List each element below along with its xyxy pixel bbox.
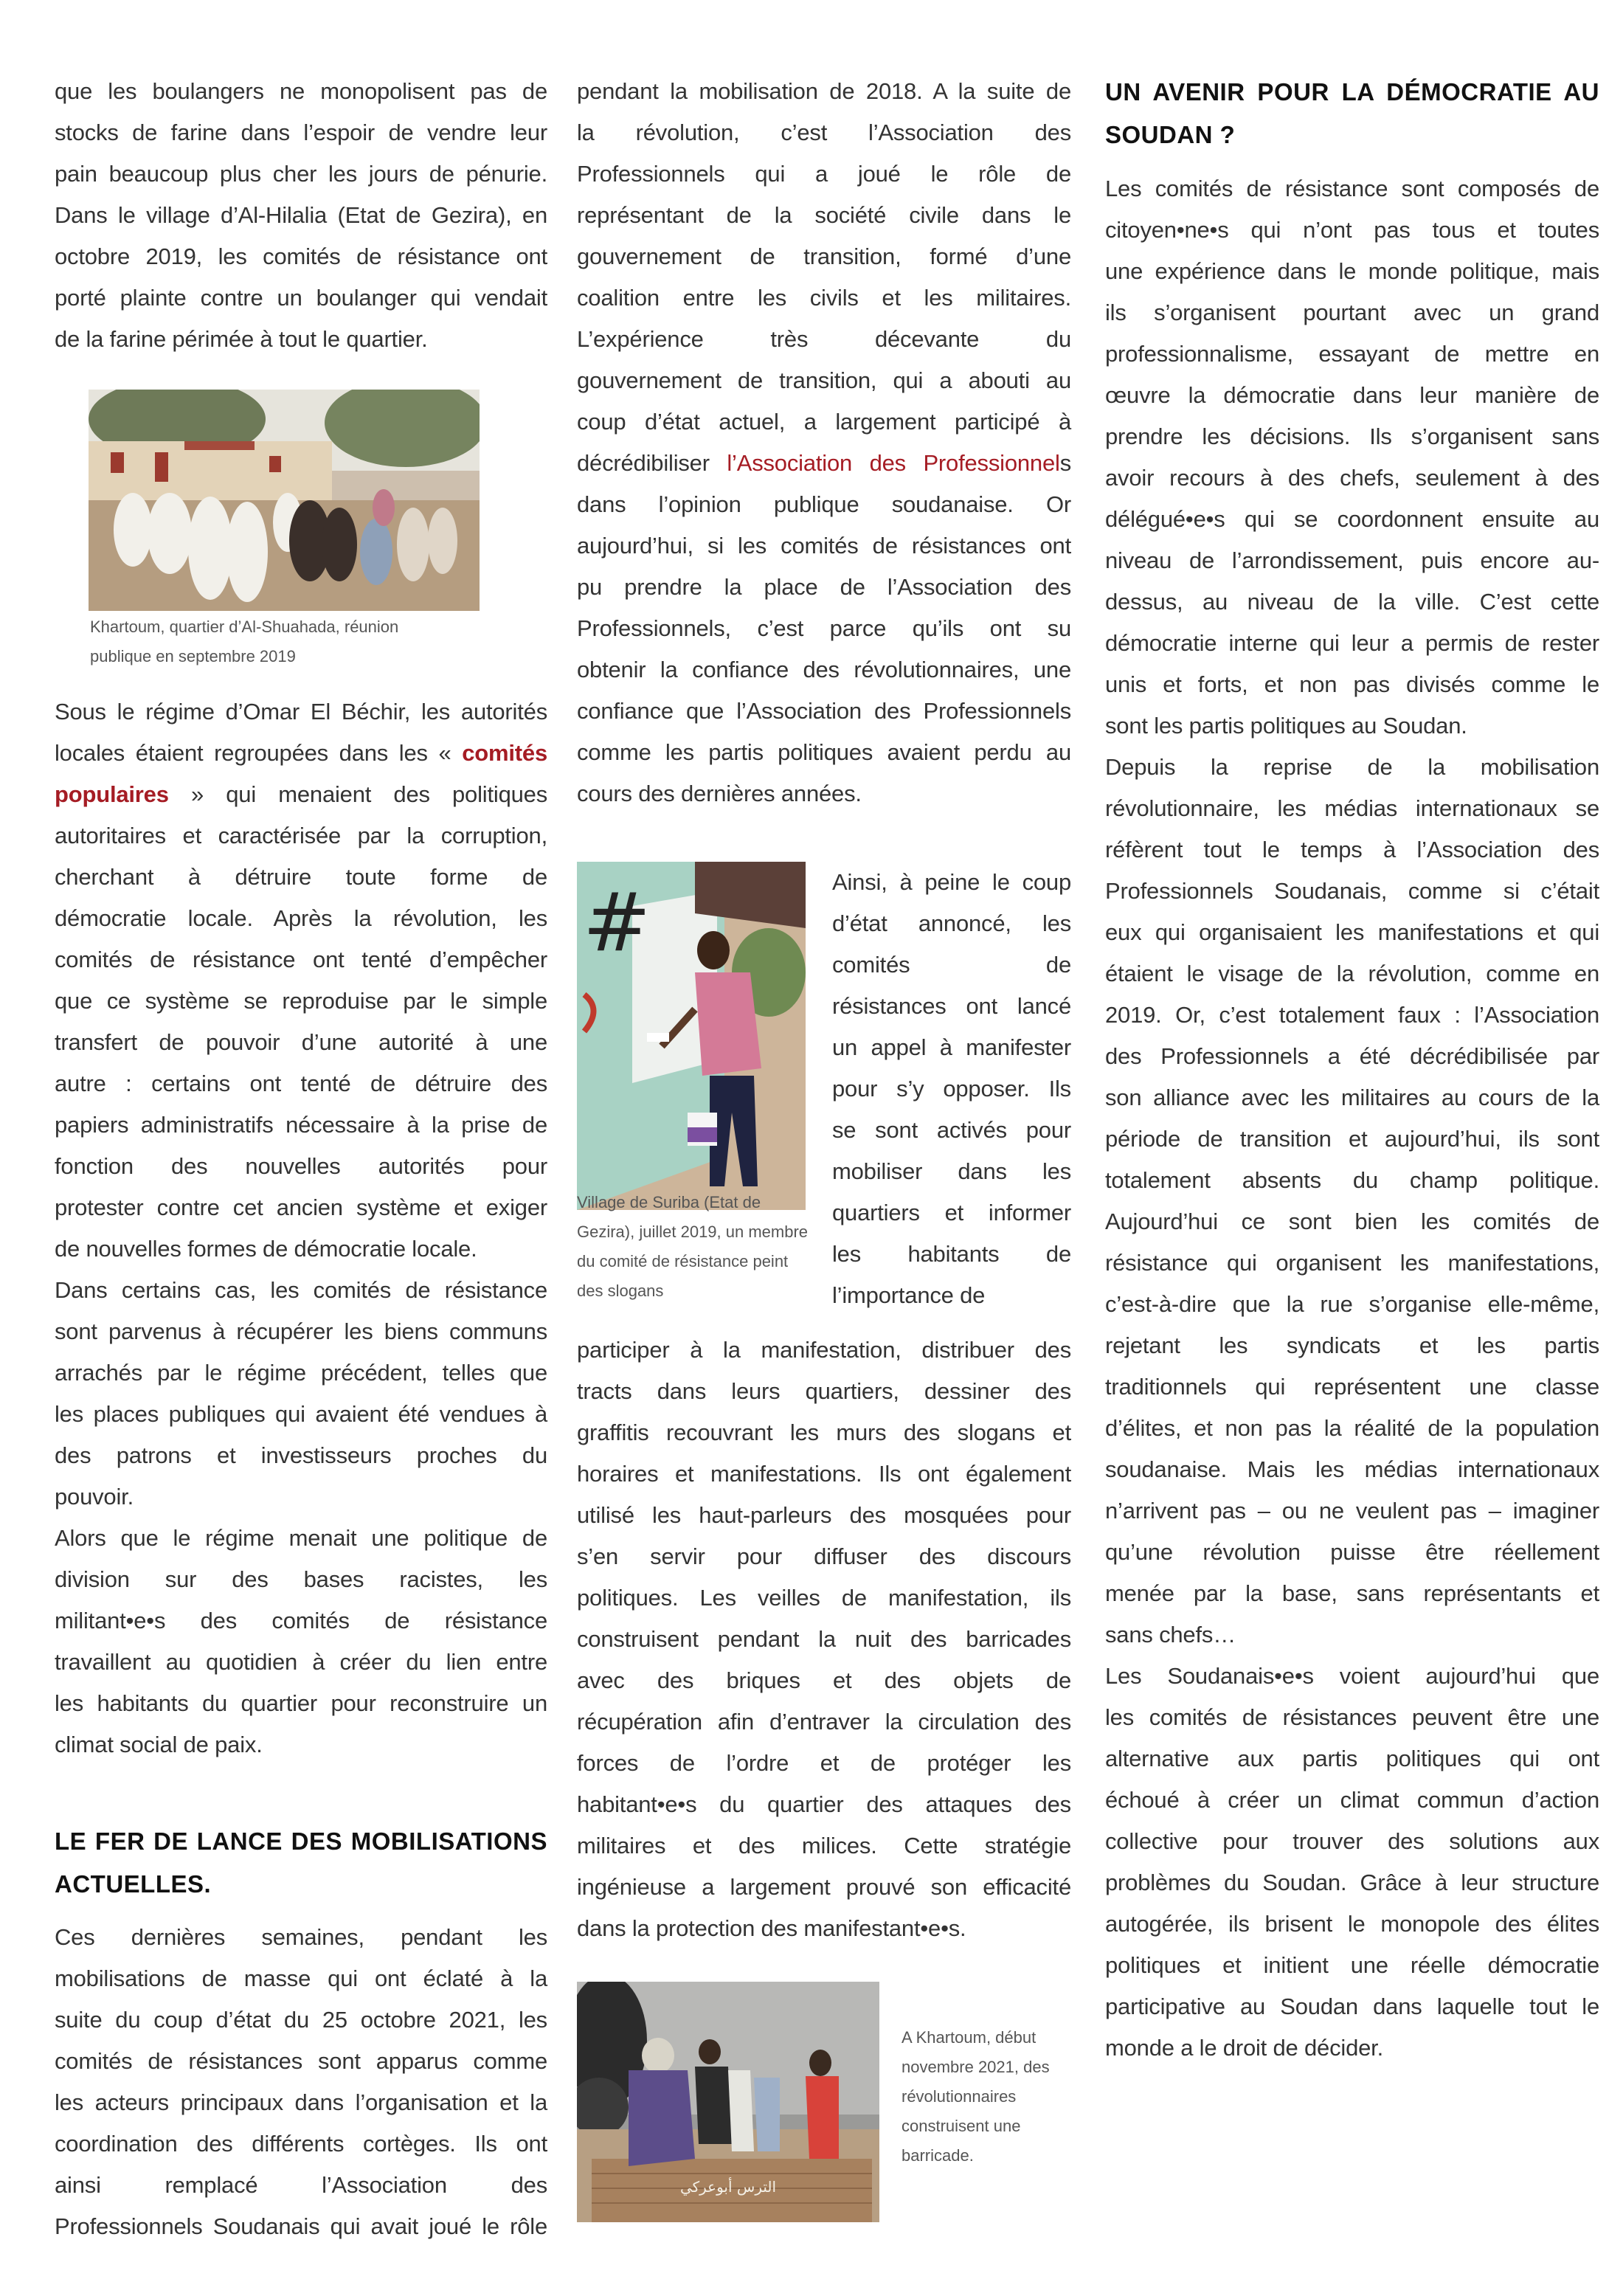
text-line: participative au Soudan dans laquelle tout le xyxy=(1105,1994,1599,2019)
text-line: son alliance avec les militaires au cours de la xyxy=(1105,1085,1599,1110)
text-line: la révolution, c’est l’Association des xyxy=(577,120,1071,145)
photo-barricade xyxy=(577,1982,879,2222)
text-line: les habitants de xyxy=(832,1241,1071,1267)
text-line: stocks de farine dans l’espoir de vendre leur xyxy=(55,120,547,145)
text-line: horaires et manifestations. Ils ont également xyxy=(577,1461,1071,1487)
text-line: qu’une révolution puisse être réellement xyxy=(1105,1539,1599,1565)
text-line: habitant•e•s du quartier des attaques des xyxy=(577,1791,1071,1817)
text-segment: locales étaient regroupées dans les « xyxy=(55,740,463,766)
text-line: coup d’état actuel, a largement participé à xyxy=(577,409,1071,435)
col1-para-semaines xyxy=(55,1917,547,2247)
text-line: aujourd’hui, si les comités de résistances ont xyxy=(577,533,1071,559)
text-line: sont les partis politiques au Soudan. xyxy=(1105,713,1467,739)
text-line: Les Soudanais•e•s voient aujourd’hui que xyxy=(1105,1663,1599,1689)
caption-line: publique en septembre 2019 xyxy=(90,647,296,665)
text-line: sont parvenus à récupérer les biens communs xyxy=(55,1318,547,1344)
text-line: représentant de la société civile dans le xyxy=(577,202,1071,228)
text-segment: décrédibiliser xyxy=(577,450,727,476)
text-line: transfert de pouvoir d’une autorité à une xyxy=(55,1029,547,1055)
text-line: n’arrivent pas – ou ne veulent pas – imaginer xyxy=(1105,1498,1599,1524)
text-line: problèmes du Soudan. Grâce à leur structure xyxy=(1105,1870,1599,1895)
text-line: les comités de résistances peuvent être une xyxy=(1105,1704,1599,1730)
text-line: comités de résistances sont apparus comme xyxy=(55,2048,547,2074)
highlight-comites-populaires: comités xyxy=(462,740,547,766)
photo-painting-slogans-image xyxy=(577,862,806,1210)
text-line: comités de résistance ont tenté d’empêcher xyxy=(55,947,547,972)
text-line: se sont activés pour xyxy=(832,1117,1071,1143)
text-line: autogérée, ils brisent le monopole des élites xyxy=(1105,1911,1599,1937)
text-line: forces de l’ordre et de protéger les xyxy=(577,1750,1071,1776)
text-line: les places publiques qui avaient été vendues à xyxy=(55,1401,547,1427)
text-line: réfèrent tout le temps à l’Association des xyxy=(1105,837,1599,862)
text-line: résistance qui organisent les manifestations, xyxy=(1105,1250,1599,1276)
text-line: traditionnels qui représentent une classe xyxy=(1105,1374,1599,1400)
col1-para-regime xyxy=(55,691,547,1766)
text-line: Aujourd’hui ce sont bien les comités de xyxy=(1105,1208,1599,1234)
col2-para-top xyxy=(577,71,1071,815)
text-line: quartiers et informer xyxy=(832,1200,1071,1225)
caption-line: construisent une xyxy=(902,2117,1021,2135)
text-line: ingénieuse a largement prouvé son efficacité xyxy=(577,1874,1071,1900)
text-line: cours des dernières années. xyxy=(577,781,862,806)
text-line: pouvoir. xyxy=(55,1484,134,1510)
text-line: pour s’y opposer. Ils xyxy=(832,1076,1071,1102)
text-line: prendre les décisions. Ils s’organisent sans xyxy=(1105,423,1599,449)
text-line: participer à la manifestation, distribuer des xyxy=(577,1337,1071,1363)
text-line: Professionnels Soudanais, comme si c’était xyxy=(1105,878,1599,904)
col3-body xyxy=(1105,168,1599,2069)
caption-line: barricade. xyxy=(902,2146,974,2165)
photo3-caption xyxy=(902,2023,1071,2171)
text-line: collective pour trouver des solutions aux xyxy=(1105,1828,1599,1854)
section-heading-fer-de-lance xyxy=(55,1820,547,1906)
text-line: étaient le visage de la révolution, comme en xyxy=(1105,961,1599,986)
text-line: Dans le village d’Al-Hilalia (Etat de Gezira), en xyxy=(55,202,547,228)
text-line: niveau de l’arrondissement, puis encore au- xyxy=(1105,547,1599,573)
text-line: comités de xyxy=(832,952,1071,978)
text-line: d’état annoncé, les xyxy=(832,910,1071,936)
text-line: démocratie interne qui leur a permis de rester xyxy=(1105,630,1599,656)
text-line: confiance que l’Association des Professionnels xyxy=(577,698,1071,724)
text-line: de la farine périmée à tout le quartier. xyxy=(55,326,428,352)
text-line: une expérience dans le monde politique, mais xyxy=(1105,258,1599,284)
text-segment: s xyxy=(1059,450,1071,476)
text-line: dans la protection des manifestant•e•s. xyxy=(577,1915,966,1941)
text-line: Professionnels Soudanais qui avait joué le rôle xyxy=(55,2213,547,2239)
text-line: avoir recours à des chefs, seulement à des xyxy=(1105,465,1599,491)
text-line: œuvre la démocratie dans leur manière de xyxy=(1105,382,1599,408)
text-line: arrachés par le régime précédent, telles que xyxy=(55,1360,547,1386)
text-line: suite du coup d’état du 25 octobre 2021, les xyxy=(55,2007,547,2033)
text-line: citoyen•ne•s qui n’ont pas tous et toutes xyxy=(1105,217,1599,243)
text-line: division sur des bases racistes, les xyxy=(55,1566,547,1592)
photo-public-meeting-image xyxy=(89,390,480,611)
text-segment: » qui menaient des politiques xyxy=(168,781,547,807)
caption-line: Khartoum, quartier d’Al-Shuahada, réunion xyxy=(90,618,399,636)
text-line: cherchant à détruire toute forme de xyxy=(55,864,547,890)
heading-line: SOUDAN ? xyxy=(1105,121,1236,148)
text-line: période de transition et aujourd’hui, ils sont xyxy=(1105,1126,1599,1152)
text-line: résistances ont lancé xyxy=(832,993,1071,1019)
text-line: fonction des nouvelles autorités pour xyxy=(55,1153,547,1179)
text-line: militant•e•s des comités de résistance xyxy=(55,1608,547,1633)
highlight-comites-populaires-cont: populaires xyxy=(55,781,169,807)
text-line: obtenir la confiance des révolutionnaires, une xyxy=(577,657,1071,682)
text-line: que les boulangers ne monopolisent pas de xyxy=(55,78,547,104)
photo-painting-slogans xyxy=(577,862,806,1210)
text-line: un appel à manifester xyxy=(832,1034,1071,1060)
text-line: dans l’opinion publique soudanaise. Or xyxy=(577,491,1071,517)
col2-para-participer xyxy=(577,1329,1071,1949)
text-line: Sous le régime d’Omar El Béchir, les autorités xyxy=(55,699,547,725)
text-line: ainsi remplacé l’Association des xyxy=(55,2172,547,2198)
text-line: les acteurs principaux dans l’organisation et la xyxy=(55,2089,547,2115)
text-line: papiers administratifs nécessaire à la prise de xyxy=(55,1112,547,1138)
text-line: rejetant les syndicats et les partis xyxy=(1105,1332,1599,1358)
text-line: pu prendre la place de l’Association des xyxy=(577,574,1071,600)
text-line: des patrons et investisseurs proches du xyxy=(55,1442,547,1468)
text-line: monde a le droit de décider. xyxy=(1105,2035,1383,2061)
text-line: que ce système se reproduise par le simple xyxy=(55,988,547,1014)
text-line: Ainsi, à peine le coup xyxy=(832,869,1071,895)
text-line: tracts dans leurs quartiers, dessiner des xyxy=(577,1378,1071,1404)
caption-line: du comité de résistance peint xyxy=(577,1252,789,1270)
text-line: autre : certains ont tenté de détruire des xyxy=(55,1071,547,1096)
text-line: totalement absents du champ politique. xyxy=(1105,1167,1599,1193)
photo-barricade-image xyxy=(577,1982,879,2222)
text-line: 2019. Or, c’est totalement faux : l’Association xyxy=(1105,1002,1599,1028)
heading-line: UN AVENIR POUR LA DÉMOCRATIE AU xyxy=(1105,78,1599,106)
text-line xyxy=(55,733,547,774)
text-line: utilisé les haut-parleurs des mosquées pour xyxy=(577,1502,1071,1528)
text-line: unis et forts, et non pas divisés comme le xyxy=(1105,671,1599,697)
text-line: porté plainte contre un boulanger qui vendait xyxy=(55,285,547,311)
photo-watermark-text: الترس أبوعركي xyxy=(679,2178,777,2196)
text-line: Alors que le régime menait une politique de xyxy=(55,1525,547,1551)
text-line: climat social de paix. xyxy=(55,1732,263,1757)
text-line: gouvernement de transition, qui a abouti au xyxy=(577,367,1071,393)
text-line: des Professionnels a été décrédibilisée par xyxy=(1105,1043,1599,1069)
heading-line: ACTUELLES. xyxy=(55,1870,212,1898)
caption-line: A Khartoum, début xyxy=(902,2028,1037,2047)
text-line: coalition entre les civils et les militaires. xyxy=(577,285,1071,311)
text-line: travaillent au quotidien à créer du lien entre xyxy=(55,1649,547,1675)
text-line: pendant la mobilisation de 2018. A la suite de xyxy=(577,78,1071,104)
col1-para-intro xyxy=(55,71,547,360)
text-line: Dans certains cas, les comités de résistance xyxy=(55,1277,547,1303)
photo-public-meeting xyxy=(89,390,480,611)
text-line: dessus, au niveau de la ville. C’est cette xyxy=(1105,589,1599,615)
text-line: politiques. Les veilles de manifestation, ils xyxy=(577,1585,1071,1611)
text-line: de nouvelles formes de démocratie locale. xyxy=(55,1236,477,1262)
text-line: Professionnels qui a joué le rôle de xyxy=(577,161,1071,187)
caption-line: des slogans xyxy=(577,1282,664,1300)
text-line xyxy=(577,443,1071,484)
text-line: mobilisations de masse qui ont éclaté à la xyxy=(55,1965,547,1991)
svg-text:#: # xyxy=(583,875,651,969)
caption-line: Gezira), juillet 2019, un membre xyxy=(577,1223,809,1241)
text-line: eux qui organisaient les manifestations et qui xyxy=(1105,919,1599,945)
text-line: d’élites, et non pas la réalité de la population xyxy=(1105,1415,1599,1441)
text-line: professionnalisme, essayant de mettre en xyxy=(1105,341,1599,367)
text-line: menée par la base, sans représentants et xyxy=(1105,1580,1599,1606)
text-line: Les comités de résistance sont composés de xyxy=(1105,176,1599,201)
text-line: soudanaise. Mais les médias internationaux xyxy=(1105,1456,1599,1482)
photo1-caption xyxy=(90,612,503,671)
text-line: révolutionnaire, les médias internationaux se xyxy=(1105,795,1599,821)
text-line: échoué à créer un climat commun d’action xyxy=(1105,1787,1599,1813)
text-line: protester contre cet ancien système et exiger xyxy=(55,1194,547,1220)
text-line: mobiliser dans les xyxy=(832,1158,1071,1184)
text-line xyxy=(55,774,547,815)
text-line: s’en servir pour diffuser des discours xyxy=(577,1543,1071,1569)
text-line: graffitis recouvrant les murs des slogans et xyxy=(577,1420,1071,1445)
text-line: militaires et des milices. Cette stratégie xyxy=(577,1833,1071,1858)
text-line: L’expérience très décevante du xyxy=(577,326,1071,352)
text-line: octobre 2019, les comités de résistance ont xyxy=(55,243,547,269)
section-heading-avenir xyxy=(1105,71,1599,156)
text-line: c’est-à-dire que la rue s’organise elle-même, xyxy=(1105,1291,1599,1317)
text-line: ils s’organisent pourtant avec un grand xyxy=(1105,300,1599,325)
text-line: gouvernement de transition, formé d’une xyxy=(577,243,1071,269)
text-line: délégué•e•s qui se coordonnent ensuite au xyxy=(1105,506,1599,532)
caption-line: novembre 2021, des xyxy=(902,2058,1050,2076)
text-line: récupération afin d’entraver la circulation des xyxy=(577,1709,1071,1735)
text-line: comme les partis politiques avaient perdu au xyxy=(577,739,1071,765)
text-line: Depuis la reprise de la mobilisation xyxy=(1105,754,1599,780)
text-line: Professionnels, c’est parce qu’ils ont su xyxy=(577,615,1071,641)
caption-line: Village de Suriba (Etat de xyxy=(577,1193,761,1211)
text-line: construisent pendant la nuit des barricades xyxy=(577,1626,1071,1652)
text-line: Ces dernières semaines, pendant les xyxy=(55,1924,547,1950)
text-line: avec des briques et des objets de xyxy=(577,1667,1071,1693)
heading-line: LE FER DE LANCE DES MOBILISATIONS xyxy=(55,1828,547,1855)
highlight-association-professionnels: l’Association des Professionnel xyxy=(727,450,1060,476)
text-line: les habitants du quartier pour reconstruire un xyxy=(55,1690,547,1716)
text-line: autoritaires et caractérisée par la corruption, xyxy=(55,823,547,848)
text-line: alternative aux partis politiques qui ont xyxy=(1105,1746,1599,1771)
text-line: pain beaucoup plus cher les jours de pénurie. xyxy=(55,161,547,187)
text-line: démocratie locale. Après la révolution, les xyxy=(55,905,547,931)
caption-line: révolutionnaires xyxy=(902,2087,1017,2106)
text-line: l’importance de xyxy=(832,1282,986,1308)
text-line: politiques et initient une réelle démocratie xyxy=(1105,1952,1599,1978)
text-line: sans chefs… xyxy=(1105,1622,1236,1647)
col2-para-ainsi xyxy=(832,862,1071,1316)
text-line: coordination des différents cortèges. Ils ont xyxy=(55,2131,547,2157)
photo2-caption xyxy=(577,1188,828,1306)
